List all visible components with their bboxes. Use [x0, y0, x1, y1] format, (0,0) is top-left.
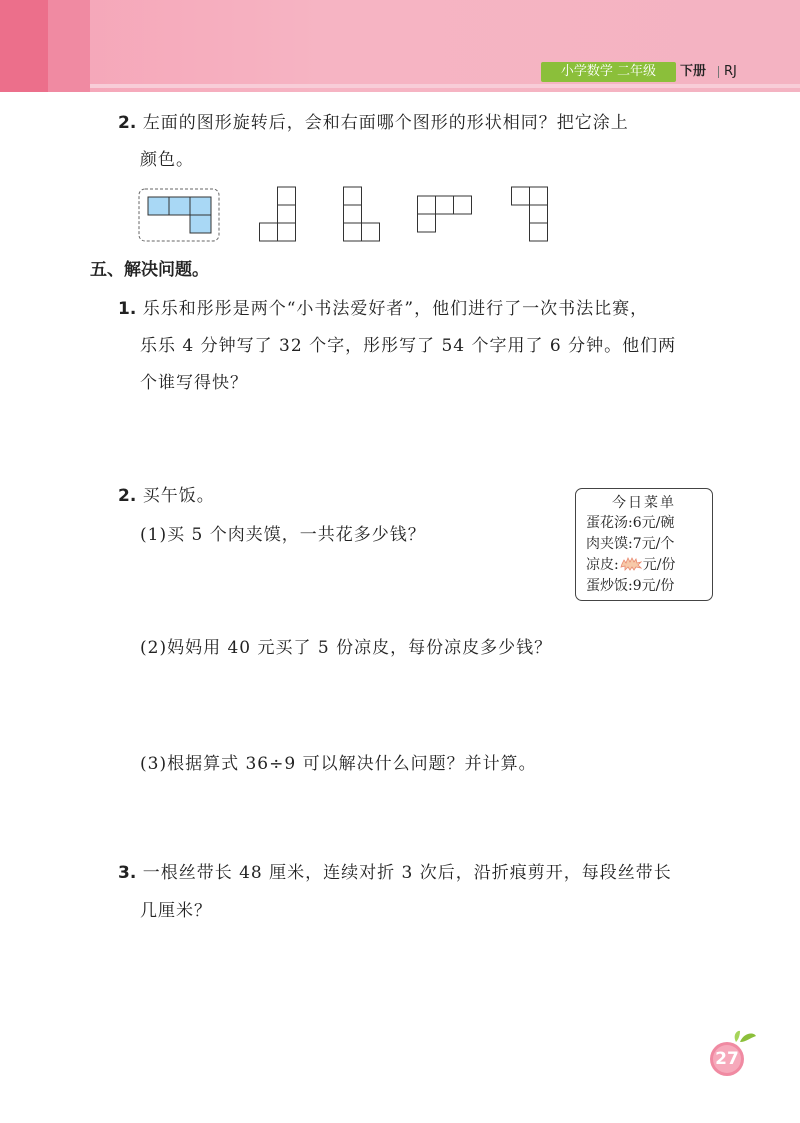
p1-number: 1.: [118, 299, 137, 319]
page-number: 27: [715, 1049, 739, 1069]
volume-label: 下册: [680, 64, 707, 79]
menu-item-name: 蛋炒饭: [586, 578, 628, 594]
header-rule: [90, 84, 800, 88]
menu-box: [575, 488, 713, 601]
menu-item-price: 7元/个: [632, 536, 675, 552]
p2-intro: 买午饭。: [142, 486, 215, 506]
menu-title: 今日菜单: [612, 495, 676, 511]
p2-sub2: (2)妈妈用 40 元买了 5 份凉皮，每份凉皮多少钱？: [140, 638, 553, 658]
q2-rotate-number: 2.: [118, 113, 137, 133]
p2-number: 2.: [118, 486, 137, 506]
section-title: 五、解决问题。: [90, 260, 209, 280]
p1-text1: 乐乐和彤彤是两个“小书法爱好者”，他们进行了一次书法比赛，: [142, 299, 649, 319]
option-shape-a[interactable]: [258, 186, 300, 246]
option-shape-b[interactable]: [342, 186, 384, 246]
subject-grade-badge: 小学数学 二年级: [541, 62, 676, 82]
p1-line2: 乐乐 4 分钟写了 32 个字，彤彤写了 54 个字用了 6 分钟。他们两: [140, 336, 677, 356]
menu-item-roujiamo: 肉夹馍:7元/个: [586, 536, 675, 552]
option-shape-c[interactable]: [416, 195, 476, 237]
menu-item-price: 元/份: [642, 557, 676, 573]
p2-sub3: (3)根据算式 36÷9 可以解决什么问题？并计算。: [140, 754, 537, 774]
p2-intro-line: [118, 484, 215, 508]
menu-item-name: 蛋花汤: [586, 515, 628, 531]
p3-line2: 几厘米？: [140, 901, 212, 921]
p3-text1: 一根丝带长 48 厘米，连续对折 3 次后，沿折痕剪开，每段丝带长: [142, 863, 672, 883]
menu-item-price: 6元/碗: [632, 515, 675, 531]
option-shape-d[interactable]: [510, 186, 552, 246]
header-separator: [718, 66, 719, 78]
header-stripe-mid: [48, 0, 90, 92]
menu-item-egg-soup: 蛋花汤:6元/碗: [586, 515, 675, 531]
p3-number: 3.: [118, 863, 137, 883]
page-number-badge: [708, 1040, 746, 1078]
original-shape-figure: [138, 188, 220, 242]
menu-item-liangpi: 凉皮: 元/份: [586, 557, 676, 573]
p2-sub1: (1)买 5 个肉夹馍，一共花多少钱？: [140, 525, 426, 545]
q2-rotate-line2: 颜色。: [140, 150, 194, 170]
p1-line3: 个谁写得快？: [140, 373, 248, 393]
menu-item-fried-rice: 蛋炒饭:9元/份: [586, 578, 675, 594]
edition-label: RJ: [724, 64, 737, 79]
menu-item-name: 凉皮: [586, 557, 614, 573]
q2-rotate-text1: 左面的图形旋转后，会和右面哪个图形的形状相同？把它涂上: [142, 113, 629, 133]
header-stripe-dark: [0, 0, 48, 92]
menu-item-name: 肉夹馍: [586, 536, 628, 552]
q2-rotate-line1: [118, 111, 629, 135]
p3-line1: [118, 861, 672, 885]
p1-line1: [118, 297, 648, 321]
menu-item-price: 9元/份: [632, 578, 675, 594]
hidden-price-splat-icon: [620, 557, 642, 571]
